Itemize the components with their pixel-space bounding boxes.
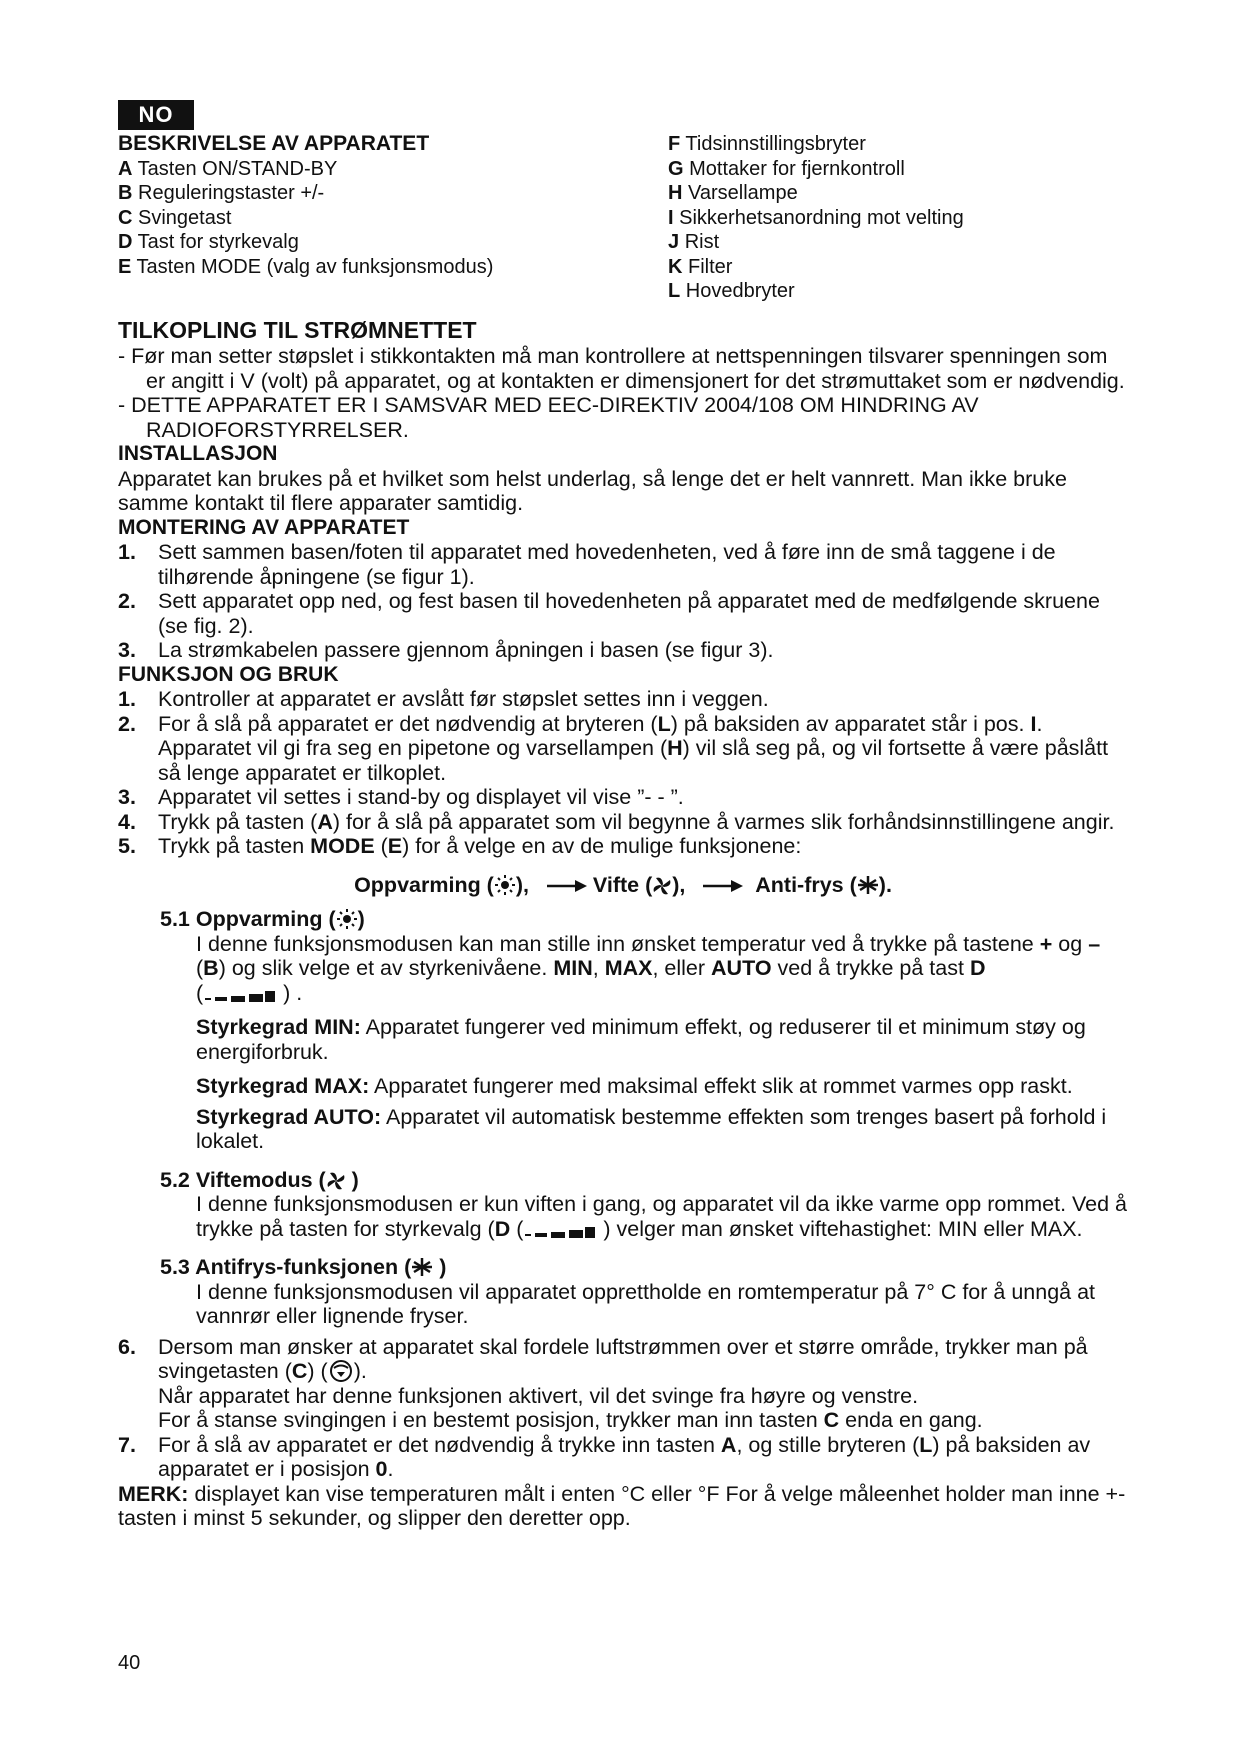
part-item: E Tasten MODE (valg av funksjonsmodus) [118,255,494,278]
section-5-3 [118,1255,1128,1280]
description-title: BESKRIVELSE AV APPARATET [118,132,430,155]
part-item: J Rist [668,231,720,253]
part-item: K Filter [668,255,733,278]
main-body [118,316,1128,1531]
section-5-1 [118,907,1128,932]
page-number: 40 [118,1652,141,1674]
snowflake-icon [857,874,879,896]
connection-title: TILKOPLING TIL STRØMNETTET [118,317,477,343]
description-right-column [668,132,1128,304]
oscillation-icon [328,1360,354,1382]
sun-icon [494,874,516,896]
part-item: L Hovedbryter [668,280,795,302]
power-level-icon [523,1224,597,1240]
description-left-column [118,132,658,279]
part-item: G Mottaker for fjernkontroll [668,157,905,180]
assembly-step: 1. Sett sammen basen/foten til apparatet med hovedenheten, ved å føre inn de små taggene i de tilhørende åpningene (se figur 1). [118,540,1056,589]
snowflake-icon [411,1256,433,1278]
arrow-right-icon [703,880,743,892]
usage-title: FUNKSJON OG BRUK [118,662,339,686]
part-item: H Varsellampe [668,182,798,204]
part-item: D Tast for styrkevalg [118,231,299,253]
power-level-icon [203,988,277,1004]
assembly-step: 3. La strømkabelen passere gjennom åpningen i basen (se figur 3). [118,638,774,662]
part-item: C Svingetast [118,206,232,229]
section-5-2 [118,1168,1128,1193]
section-5-2-body: I denne funksjonsmodusen er kun viften i gang, og apparatet vil da ikke varme opp rommet. Ved å trykke på tasten for styrkevalg (D ( ) velger man ønsket viftehastighet: MIN eller MAX. [196,1192,1128,1241]
installation-title: INSTALLASJON [118,442,278,465]
sun-icon [336,908,358,930]
connection-paragraph: - Før man setter støpslet i stikkontakten må man kontrollere at nettspenningen tilsvarer spenningen som er angitt i V (volt) på apparatet, og at kontakten er dimensjonert for det strømuttaket som er nødvendig. [118,344,1125,393]
installation-text: Apparatet kan brukes på et hvilket som helst underlag, så lenge det er helt vannrett. Man ikke bruke samme kontakt til flere apparater samtidig. [118,466,1067,515]
usage-step: 1. Kontroller at apparatet er avslått før støpslet settes inn i veggen. [118,687,769,711]
connection-paragraph: - DETTE APPARATET ER I SAMSVAR MED EEC-DIREKTIV 2004/108 OM HINDRING AV RADIOFORSTYRRELSER. [118,393,979,442]
arrow-right-icon [547,880,587,892]
usage-step: 4. Trykk på tasten (A) for å slå på apparatet som vil begynne å varmes slik forhåndsinnstillingene angir. [118,809,1115,834]
fan-icon [326,1171,346,1191]
usage-step: 7. For å slå av apparatet er det nødvendig å trykke inn tasten A, og stille bryteren (L) på baksiden av apparatet er i posisjon 0. [118,1432,1091,1481]
section-5-2-title: 5.2 Viftemodus ( ) [160,1167,359,1192]
note: MERK: displayet kan vise temperaturen målt i enten °C eller °F For å velge måleenhet holder man inne +-tasten i minst 5 sekunder, og slipper den deretter opp. [118,1481,1126,1530]
usage-step: 5. Trykk på tasten MODE (E) for å velge en av de mulige funksjonene: [118,834,802,858]
modes-line: Oppvarming ( ), Vifte ( ), Anti-frys ( ). [354,872,892,897]
part-item: B Reguleringstaster +/- [118,182,325,204]
part-item: I Sikkerhetsanordning mot velting [668,206,964,229]
section-5-3-body: I denne funksjonsmodusen vil apparatet opprettholde en romtemperatur på 7° C for å unngå at vannrør eller lignende fryser. [196,1279,1096,1328]
assembly-step: 2. Sett apparatet opp ned, og fest basen til hovedenheten på apparatet med de medfølgende skruene (se fig. 2). [118,589,1100,638]
section-5-3-title: 5.3 Antifrys-funksjonen ( ) [160,1255,447,1279]
part-item: A Tasten ON/STAND-BY [118,157,338,180]
part-item: F Tidsinnstillingsbryter [668,133,866,155]
section-5-1-body: I denne funksjonsmodusen kan man stille inn ønsket temperatur ved å trykke på tastene + og – (B) og slik velge et av styrkenivåene. MIN, MAX, eller AUTO ved å trykke på tast D ( ) . Styrkegrad MIN: Apparatet fungerer ved minimum effekt, og reduserer til et minimum støy og energiforbruk. Styrkegrad MAX: Apparatet fungerer med maksimal effekt slik at rommet varmes opp raskt. Styrkegrad AUTO: Apparatet vil automatisk bestemme effekten som trenges basert på forhold i lokalet. [196,931,1107,1153]
assembly-title: MONTERING AV APPARATET [118,515,410,539]
section-5-1-title: 5.1 Oppvarming ( ) [160,907,365,931]
language-tag: NO [118,100,194,130]
usage-step: 3. Apparatet vil settes i stand-by og displayet vil vise ”- - ”. [118,785,684,809]
fan-icon [652,876,672,896]
usage-step: 6. Dersom man ønsker at apparatet skal fordele luftstrømmen over et større område, trykker man på svingetasten (C) ( ). Når apparatet har denne funksjonen aktivert, vil det svinge fra høyre og venstre. For å stanse svingingen i en bestemt posisjon, trykker man inn tasten C enda en gang. [118,1334,1088,1432]
usage-step: 2. For å slå på apparatet er det nødvendig at bryteren (L) på baksiden av apparatet står i pos. I. Apparatet vil gi fra seg en pipetone og varsellampen (H) vil slå seg på, og vil fortsette å være påslått så lenge apparatet er tilkoplet. [118,711,1109,785]
